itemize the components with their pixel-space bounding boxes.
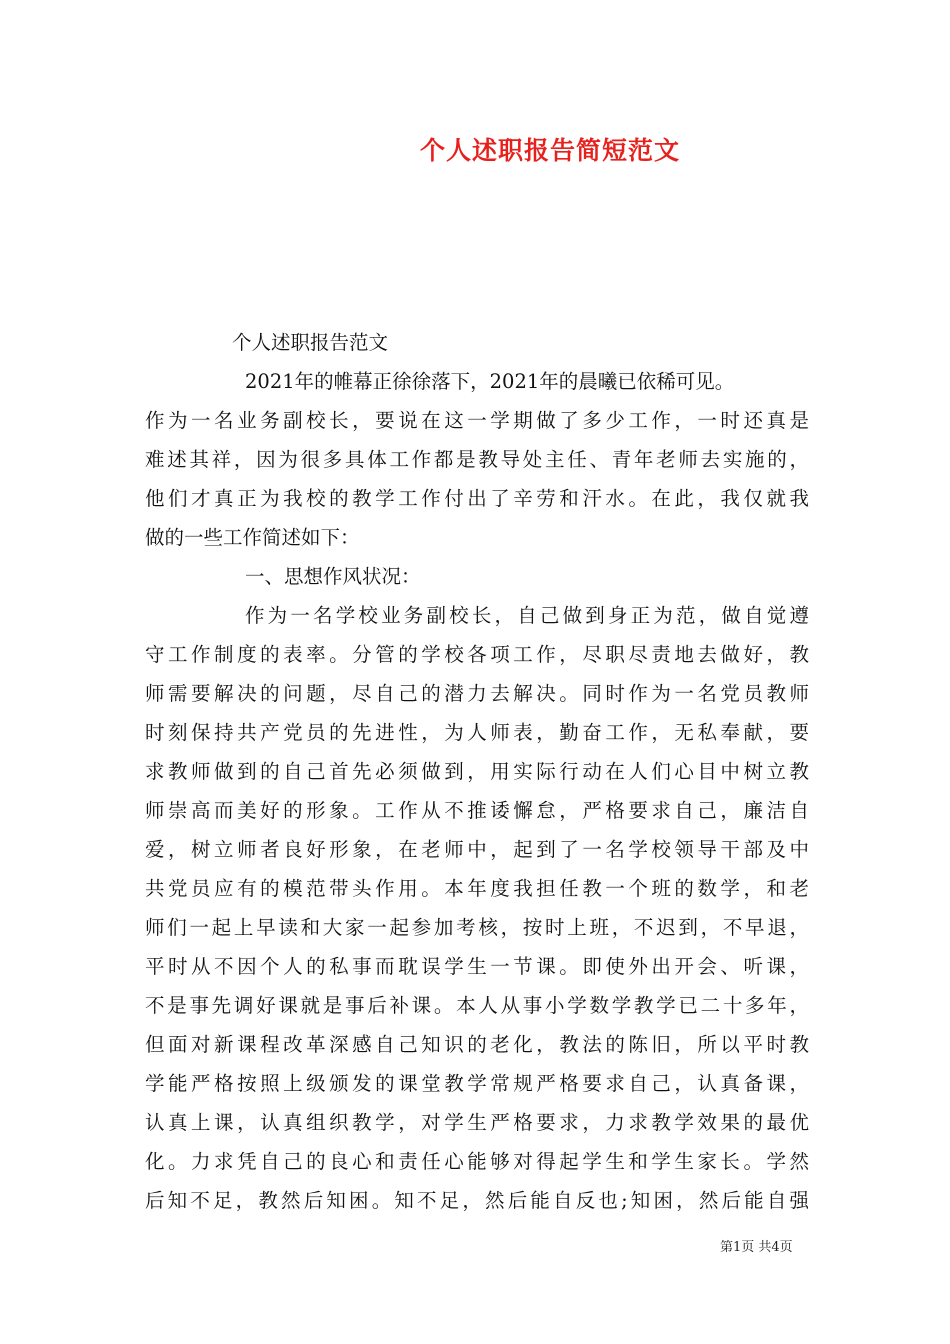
body-line: 平时从不因个人的私事而耽误学生一节课。即使外出开会、听课， xyxy=(145,955,809,978)
body-line: 但面对新课程改革深感自己知识的老化，教法的陈旧，所以平时教 xyxy=(145,1033,809,1056)
body-line: 学能严格按照上级颁发的课堂教学常规严格要求自己，认真备课， xyxy=(145,1072,809,1095)
document-body xyxy=(145,362,809,1220)
body-line: 师需要解决的问题，尽自己的潜力去解决。同时作为一名党员教师 xyxy=(145,682,809,705)
body-line: 作为一名学校业务副校长，自己做到身正为范，做自觉遵 xyxy=(245,604,809,627)
body-line: 难述其祥，因为很多具体工作都是教导处主任、青年老师去实施的， xyxy=(145,448,809,471)
body-line: 化。力求凭自己的良心和责任心能够对得起学生和学生家长。学然 xyxy=(145,1150,809,1173)
body-line: 2021年的帷幕正徐徐落下，2021年的晨曦已依稀可见。 xyxy=(245,370,735,393)
document-subheading: 个人述职报告范文 xyxy=(232,331,389,354)
body-line: 不是事先调好课就是事后补课。本人从事小学数学教学已二十多年， xyxy=(145,994,809,1017)
body-line: 认真上课，认真组织教学，对学生严格要求，力求教学效果的最优 xyxy=(145,1111,809,1134)
body-line: 做的一些工作简述如下： xyxy=(145,526,360,549)
body-line: 共党员应有的模范带头作用。本年度我担任教一个班的数学，和老 xyxy=(145,877,809,900)
body-line: 一、思想作风状况： xyxy=(245,565,421,588)
body-line: 后知不足，教然后知困。知不足，然后能自反也;知困，然后能自强 xyxy=(145,1189,809,1212)
page-footer: 第1页 共4页 xyxy=(720,1240,793,1255)
body-line: 求教师做到的自己首先必须做到，用实际行动在人们心目中树立教 xyxy=(145,760,809,783)
body-line: 时刻保持共产党员的先进性，为人师表，勤奋工作，无私奉献，要 xyxy=(145,721,809,744)
body-line: 爱，树立师者良好形象，在老师中，起到了一名学校领导干部及中 xyxy=(145,838,809,861)
document-title: 个人述职报告简短范文 xyxy=(419,136,680,165)
body-line: 作为一名业务副校长，要说在这一学期做了多少工作，一时还真是 xyxy=(145,409,809,432)
body-line: 他们才真正为我校的教学工作付出了辛劳和汗水。在此，我仅就我 xyxy=(145,487,809,510)
body-line: 守工作制度的表率。分管的学校各项工作，尽职尽责地去做好，教 xyxy=(145,643,809,666)
body-line: 师们一起上早读和大家一起参加考核，按时上班，不迟到，不早退， xyxy=(145,916,809,939)
body-line: 师崇高而美好的形象。工作从不推诿懈怠，严格要求自己，廉洁自 xyxy=(145,799,809,822)
